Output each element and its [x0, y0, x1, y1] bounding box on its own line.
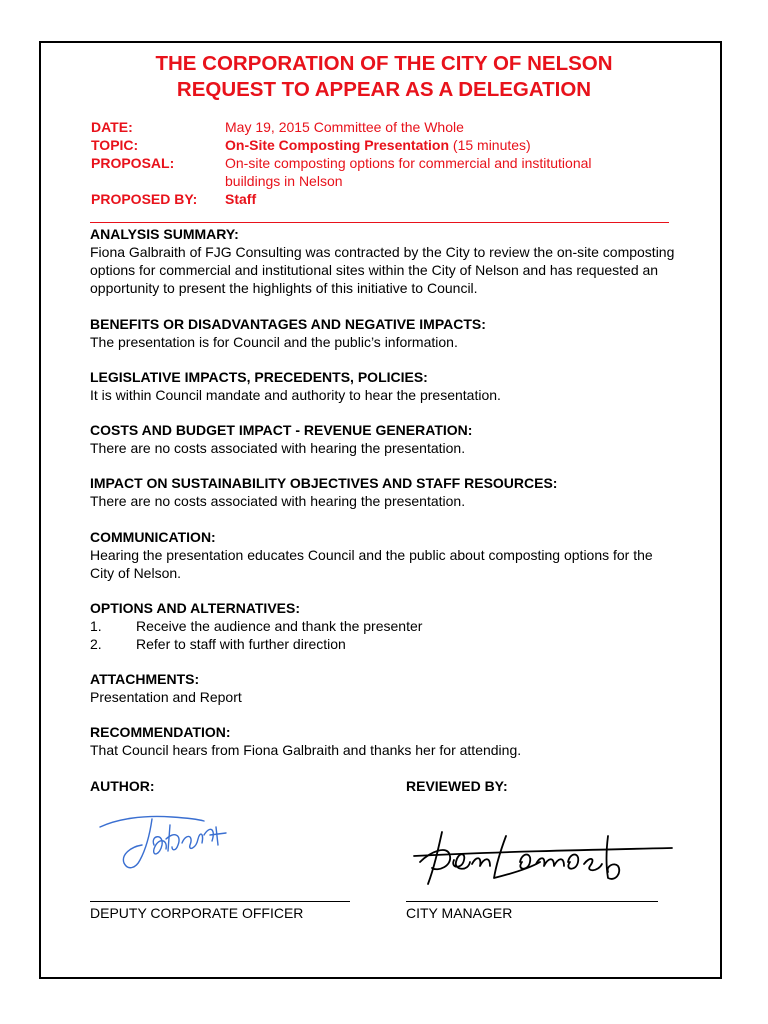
analysis-body: Fiona Galbraith of FJG Consulting was contracted by the City to review the on-site composting options for commercial and institutional sites within the City of Nelson and has requested an opportunity to present the highlights of this initiative to Council. [90, 244, 675, 296]
benefits-section [90, 315, 680, 351]
options-section [90, 599, 680, 653]
option-item [90, 635, 680, 653]
sustainability-body: There are no costs associated with hearing the presentation. [90, 493, 466, 509]
recommendation-body: That Council hears from Fiona Galbraith and thanks her for attending. [90, 742, 522, 758]
proposed-by-value: Staff [225, 191, 257, 207]
option-number: 1. [90, 618, 102, 634]
legislative-heading: LEGISLATIVE IMPACTS, PRECEDENTS, POLICIES: [90, 369, 428, 385]
attachments-heading: ATTACHMENTS: [90, 671, 200, 687]
proposal-label: PROPOSAL: [91, 155, 175, 171]
reviewed-by-label: REVIEWED BY: [406, 778, 508, 794]
reviewer-title: CITY MANAGER [406, 905, 513, 921]
proposal-line-2: buildings in Nelson [225, 173, 343, 189]
legislative-section [90, 368, 680, 404]
author-signature-line [90, 901, 350, 902]
benefits-body: The presentation is for Council and the public’s information. [90, 334, 458, 350]
reviewer-signature-line [406, 901, 658, 902]
options-heading: OPTIONS AND ALTERNATIVES: [90, 600, 300, 616]
analysis-section [90, 225, 680, 297]
author-signature [92, 805, 242, 880]
option-item [90, 617, 680, 635]
author-label: AUTHOR: [90, 778, 155, 794]
communication-section [90, 528, 680, 582]
costs-heading: COSTS AND BUDGET IMPACT - REVENUE GENERATION: [90, 422, 473, 438]
option-text: Receive the audience and thank the presenter [136, 618, 423, 634]
communication-heading: COMMUNICATION: [90, 529, 216, 545]
proposed-by-label: PROPOSED BY: [91, 191, 198, 207]
topic-value [225, 136, 531, 154]
topic-label: TOPIC: [91, 137, 139, 153]
benefits-heading: BENEFITS OR DISADVANTAGES AND NEGATIVE IMPACTS: [90, 316, 486, 332]
communication-body: Hearing the presentation educates Council and the public about composting options for the City of Nelson. [90, 547, 653, 581]
header-divider [90, 222, 669, 223]
sustainability-section [90, 474, 680, 510]
attachments-section [90, 670, 680, 706]
legislative-body: It is within Council mandate and authority to hear the presentation. [90, 387, 501, 403]
title-line-1: THE CORPORATION OF THE CITY OF NELSON [155, 52, 613, 75]
sustainability-heading: IMPACT ON SUSTAINABILITY OBJECTIVES AND STAFF RESOURCES: [90, 475, 558, 491]
attachments-body: Presentation and Report [90, 689, 242, 705]
analysis-heading: ANALYSIS SUMMARY: [90, 226, 239, 242]
option-text: Refer to staff with further direction [136, 636, 346, 652]
recommendation-section [90, 723, 680, 759]
recommendation-heading: RECOMMENDATION: [90, 724, 231, 740]
reviewer-signature [410, 822, 680, 894]
costs-body: There are no costs associated with hearing the presentation. [90, 440, 466, 456]
proposal-line-1: On-site composting options for commercial and institutional [225, 155, 592, 171]
title-line-2: REQUEST TO APPEAR AS A DELEGATION [176, 78, 592, 101]
date-label: DATE: [91, 119, 133, 135]
author-title: DEPUTY CORPORATE OFFICER [90, 905, 304, 921]
costs-section [90, 421, 680, 457]
topic-value-bold: On-Site Composting Presentation [225, 137, 450, 153]
topic-value-rest: (15 minutes) [449, 137, 531, 153]
date-value: May 19, 2015 Committee of the Whole [225, 119, 464, 135]
option-number: 2. [90, 636, 102, 652]
